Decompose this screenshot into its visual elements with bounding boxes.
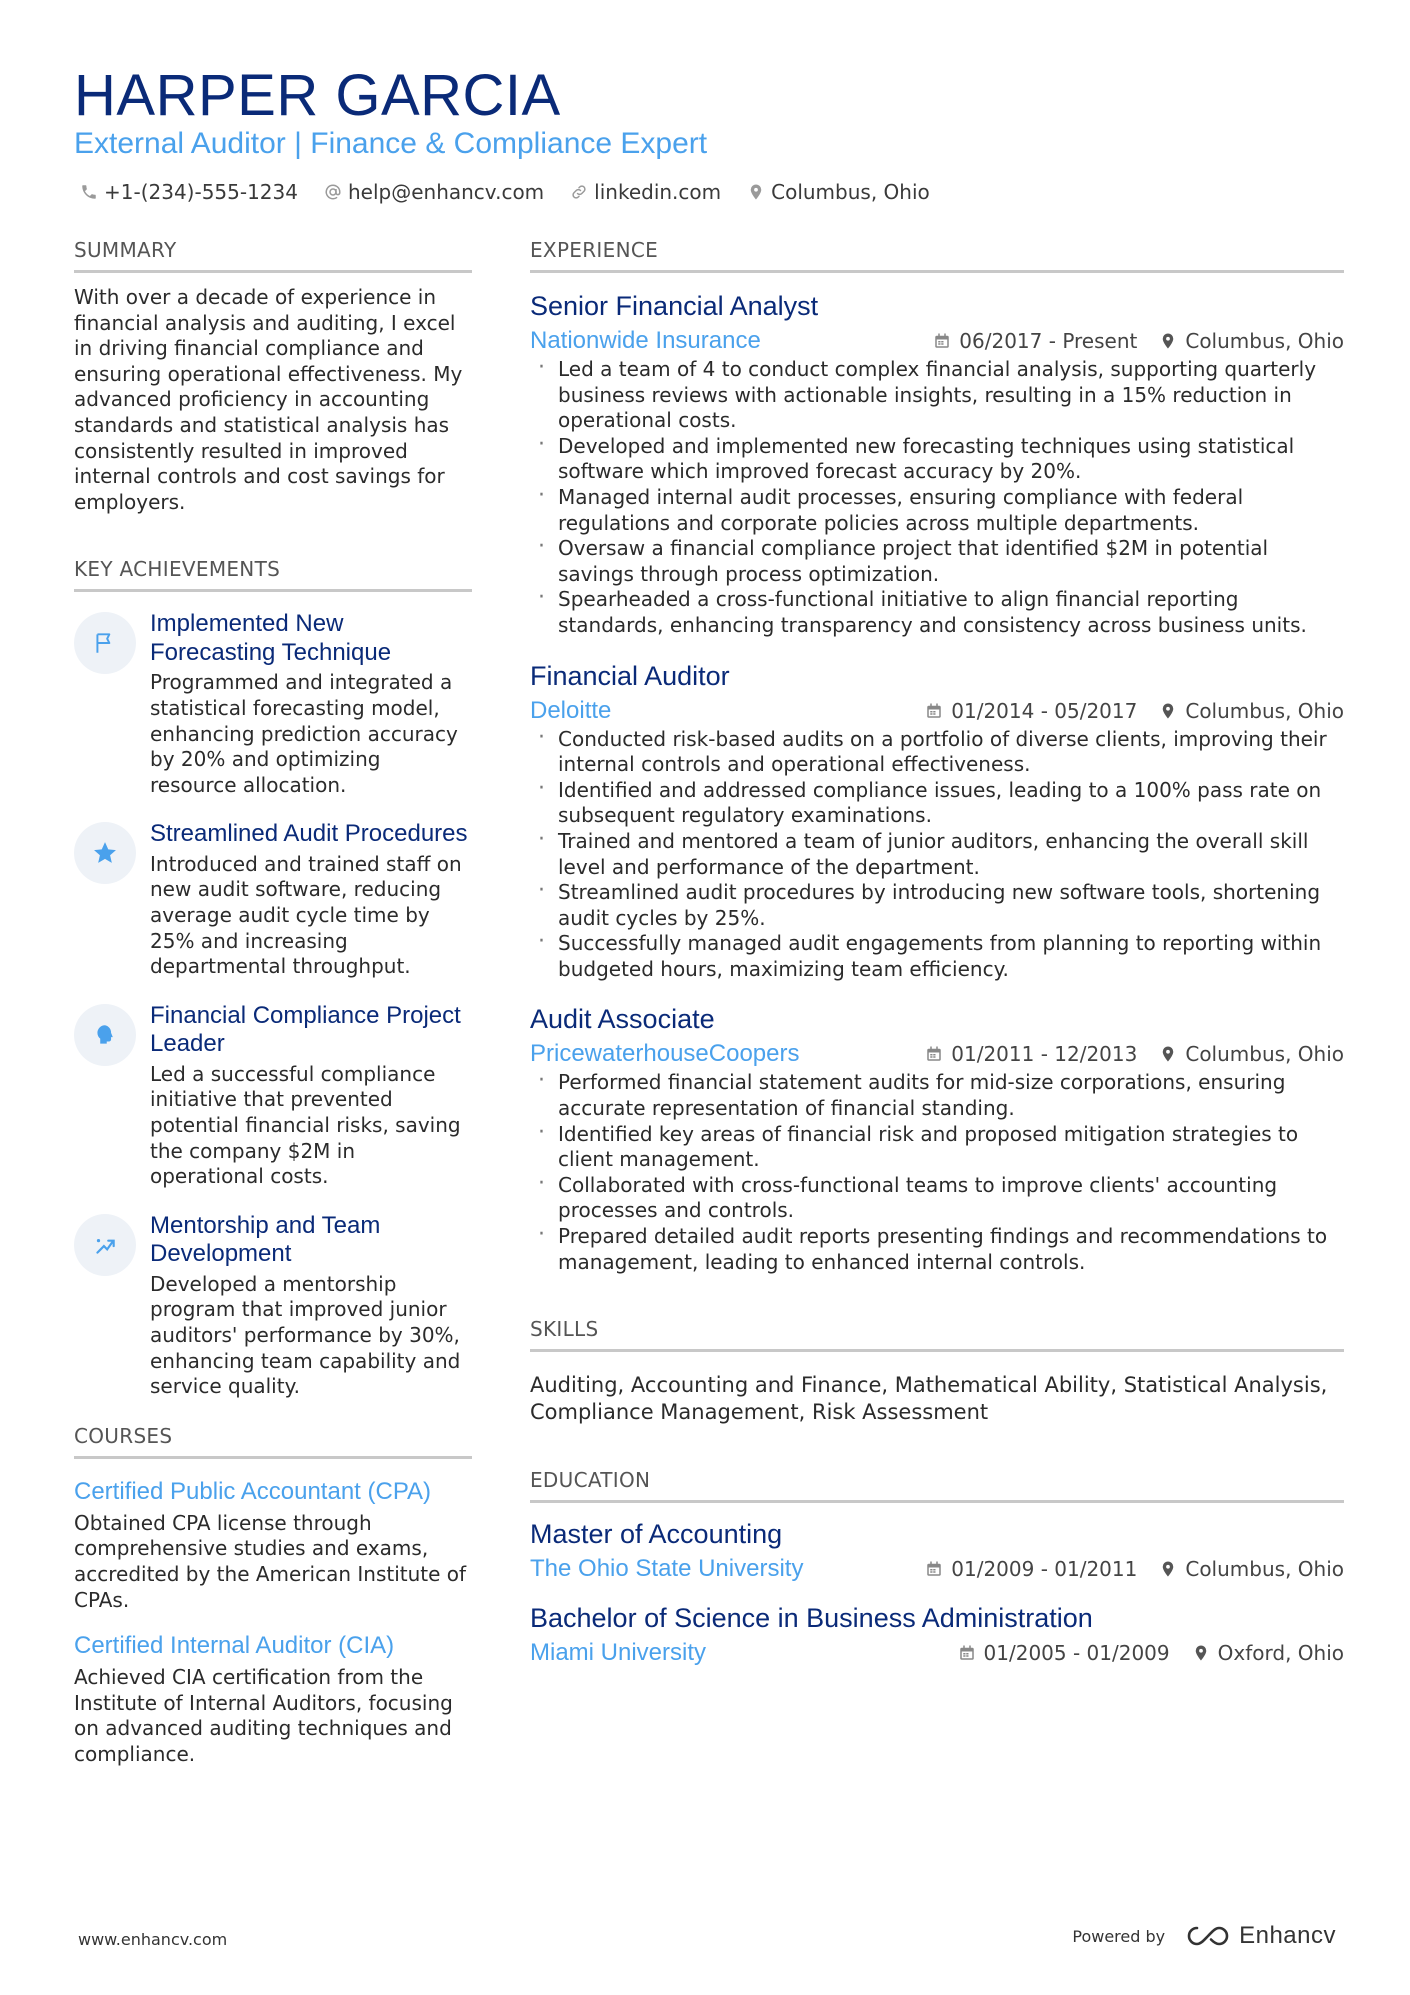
job-bullet: · Managed internal audit processes, ensuring compliance with federal regulations and corporate policies across multiple departments. bbox=[530, 485, 1344, 536]
achievement-title: Mentorship and Team Development bbox=[150, 1211, 381, 1268]
achievement-desc: Developed a mentorship program that improved junior auditors' performance by 30%, enhancing team capability and service quality. bbox=[150, 1271, 461, 1399]
job-title: Financial Auditor bbox=[530, 660, 730, 691]
footer-site-link[interactable]: www.enhancv.com bbox=[78, 1930, 228, 1949]
job-location: Columbus, Ohio bbox=[1185, 1042, 1344, 1067]
achievement-title: Financial Compliance Project Leader bbox=[150, 1001, 461, 1058]
infinity-logo-icon bbox=[1185, 1924, 1231, 1948]
candidate-headline: External Auditor | Finance & Compliance Expert bbox=[74, 127, 708, 160]
growth-arrow-icon bbox=[92, 1232, 118, 1258]
location-icon bbox=[1159, 702, 1177, 720]
location-icon bbox=[747, 183, 765, 201]
skills-section bbox=[530, 1315, 1344, 1426]
achievement-icon-wrap bbox=[74, 822, 136, 884]
job-title: Audit Associate bbox=[530, 1004, 715, 1035]
experience-section bbox=[530, 236, 1344, 1275]
experience-heading: EXPERIENCE bbox=[530, 236, 1344, 273]
education-degree: Bachelor of Science in Business Administration bbox=[530, 1603, 1093, 1634]
job-bullets bbox=[530, 357, 1344, 639]
achievement-item bbox=[74, 820, 472, 979]
education-dates: 01/2005 - 01/2009 bbox=[983, 1641, 1170, 1666]
job-title: Senior Financial Analyst bbox=[530, 291, 819, 321]
job-dates: 01/2011 - 12/2013 bbox=[951, 1042, 1138, 1067]
skills-heading: SKILLS bbox=[530, 1315, 1344, 1352]
education-heading: EDUCATION bbox=[530, 1466, 1344, 1503]
achievement-item bbox=[74, 1212, 472, 1400]
brand-name: Enhancv bbox=[1239, 1922, 1336, 1949]
job-bullet: · Identified and addressed compliance issues, leading to a 100% pass rate on subsequent regulatory examinations. bbox=[530, 778, 1344, 829]
job-bullet: · Led a team of 4 to conduct complex financial analysis, supporting quarterly business reviews with actionable insights, resulting in a 15% reduction in operational costs. bbox=[530, 357, 1344, 434]
achievement-icon-wrap bbox=[74, 1214, 136, 1276]
job-bullet: · Collaborated with cross-functional teams to improve clients' accounting processes and controls. bbox=[530, 1173, 1344, 1224]
course-desc: Obtained CPA license through comprehensive studies and exams, accredited by the American Institute of CPAs. bbox=[74, 1510, 467, 1612]
job-bullet: · Performed financial statement audits for mid-size corporations, ensuring accurate representation of financial standing. bbox=[530, 1070, 1344, 1121]
contact-location bbox=[747, 178, 930, 206]
location-icon bbox=[1192, 1644, 1210, 1662]
courses-heading: COURSES bbox=[74, 1422, 472, 1459]
enhancv-logo[interactable] bbox=[1185, 1922, 1336, 1950]
job-company: Deloitte bbox=[530, 696, 612, 724]
job-bullet: · Developed and implemented new forecasting techniques using statistical software which improved forecast accuracy by 20%. bbox=[530, 434, 1344, 485]
achievement-icon-wrap bbox=[74, 1004, 136, 1066]
course-title: Certified Internal Auditor (CIA) bbox=[74, 1632, 395, 1660]
footer-branding bbox=[1072, 1922, 1336, 1950]
location-icon bbox=[1159, 1560, 1177, 1578]
job-entry bbox=[530, 1002, 1344, 1275]
job-company: PricewaterhouseCoopers bbox=[530, 1040, 800, 1068]
job-bullet: · Oversaw a financial compliance project that identified $2M in potential savings through process optimization. bbox=[530, 536, 1344, 587]
course-item bbox=[74, 1631, 472, 1767]
achievements-heading: KEY ACHIEVEMENTS bbox=[74, 555, 472, 592]
achievement-desc: Introduced and trained staff on new audit software, reducing average audit cycle time by 25% and increasing departmental throughput. bbox=[150, 851, 462, 979]
job-dates: 06/2017 - Present bbox=[959, 329, 1138, 353]
job-bullets bbox=[530, 727, 1344, 983]
achievements-section bbox=[74, 555, 472, 1399]
left-column bbox=[74, 236, 472, 1767]
summary-text: With over a decade of experience in financial analysis and auditing, I excel in driving financial compliance and ensuring operational effectiveness. My advanced proficiency in accounting standards and statistical analysis has consistently resulted in improved internal controls and cost savings for employers. bbox=[74, 285, 463, 514]
job-dates: 01/2014 - 05/2017 bbox=[951, 698, 1138, 723]
summary-heading: SUMMARY bbox=[74, 236, 472, 273]
calendar-icon bbox=[925, 702, 943, 720]
star-icon bbox=[92, 840, 118, 866]
education-dates: 01/2009 - 01/2011 bbox=[951, 1557, 1138, 1582]
achievement-title: Streamlined Audit Procedures bbox=[150, 820, 468, 848]
location-icon bbox=[1159, 1045, 1177, 1063]
location-icon bbox=[1159, 332, 1177, 350]
brain-icon bbox=[92, 1022, 118, 1048]
phone-icon bbox=[80, 183, 98, 201]
achievement-title: Implemented New Forecasting Technique bbox=[150, 610, 392, 666]
job-bullet: · Conducted risk-based audits on a portfolio of diverse clients, improving their internal controls and operational effectiveness. bbox=[530, 727, 1344, 778]
job-entry bbox=[530, 289, 1344, 639]
contact-email[interactable] bbox=[324, 178, 544, 206]
job-bullet: · Prepared detailed audit reports presenting findings and recommendations to management, leading to enhanced internal controls. bbox=[530, 1224, 1344, 1275]
job-bullets bbox=[530, 1070, 1344, 1275]
powered-by-label: Powered by bbox=[1072, 1926, 1166, 1946]
calendar-icon bbox=[933, 332, 951, 350]
candidate-name: HARPER GARCIA bbox=[74, 63, 561, 128]
education-school: Miami University bbox=[530, 1639, 707, 1667]
job-bullet: · Trained and mentored a team of junior auditors, enhancing the overall skill level and performance of the department. bbox=[530, 829, 1344, 880]
achievement-item bbox=[74, 610, 472, 798]
achievement-desc: Programmed and integrated a statistical forecasting model, enhancing prediction accuracy by 20% and optimizing resource allocation. bbox=[150, 670, 458, 797]
course-item bbox=[74, 1477, 472, 1613]
job-entry bbox=[530, 659, 1344, 983]
education-entry bbox=[530, 1517, 1344, 1585]
contact-phone-text: +1-(234)-555-1234 bbox=[104, 180, 298, 204]
calendar-icon bbox=[925, 1560, 943, 1578]
job-bullet: · Successfully managed audit engagements from planning to reporting within budgeted hours, maximizing team efficiency. bbox=[530, 931, 1344, 982]
job-location: Columbus, Ohio bbox=[1185, 329, 1344, 353]
contact-email-text: help@enhancv.com bbox=[347, 180, 545, 204]
job-location: Columbus, Ohio bbox=[1185, 698, 1344, 723]
achievement-item bbox=[74, 1002, 472, 1190]
summary-section bbox=[74, 236, 472, 515]
skills-text: Auditing, Accounting and Finance, Mathematical Ability, Statistical Analysis, Compliance Management, Risk Assessment bbox=[530, 1373, 1328, 1425]
course-desc: Achieved CIA certification from the Institute of Internal Auditors, focusing on advanced auditing techniques and compliance. bbox=[74, 1665, 453, 1766]
calendar-icon bbox=[958, 1644, 976, 1662]
right-column bbox=[530, 236, 1344, 1669]
education-section bbox=[530, 1466, 1344, 1669]
link-icon bbox=[570, 183, 588, 201]
job-bullet: · Spearheaded a cross-functional initiative to align financial reporting standards, enhancing transparency and consistency across business units. bbox=[530, 587, 1344, 638]
contact-linkedin[interactable] bbox=[570, 178, 721, 206]
job-bullet: · Streamlined audit procedures by introducing new software tools, shortening audit cycles by 25%. bbox=[530, 880, 1344, 931]
education-degree: Master of Accounting bbox=[530, 1519, 783, 1550]
education-entry bbox=[530, 1601, 1344, 1669]
achievement-icon-wrap bbox=[74, 612, 136, 674]
education-location: Columbus, Ohio bbox=[1185, 1557, 1344, 1582]
at-icon bbox=[324, 183, 342, 201]
job-company: Nationwide Insurance bbox=[530, 327, 761, 354]
education-location: Oxford, Ohio bbox=[1217, 1641, 1344, 1666]
course-title: Certified Public Accountant (CPA) bbox=[74, 1477, 432, 1505]
contact-linkedin-text: linkedin.com bbox=[594, 180, 722, 204]
contact-phone[interactable] bbox=[80, 178, 298, 206]
achievement-desc: Led a successful compliance initiative that prevented potential financial risks, saving the company $2M in operational costs. bbox=[150, 1061, 461, 1189]
education-school: The Ohio State University bbox=[530, 1555, 804, 1583]
courses-section bbox=[74, 1422, 472, 1768]
contact-row bbox=[80, 178, 930, 206]
contact-location-text: Columbus, Ohio bbox=[771, 180, 930, 204]
calendar-icon bbox=[925, 1045, 943, 1063]
flag-icon bbox=[92, 630, 118, 656]
job-bullet: · Identified key areas of financial risk and proposed mitigation strategies to client management. bbox=[530, 1122, 1344, 1173]
